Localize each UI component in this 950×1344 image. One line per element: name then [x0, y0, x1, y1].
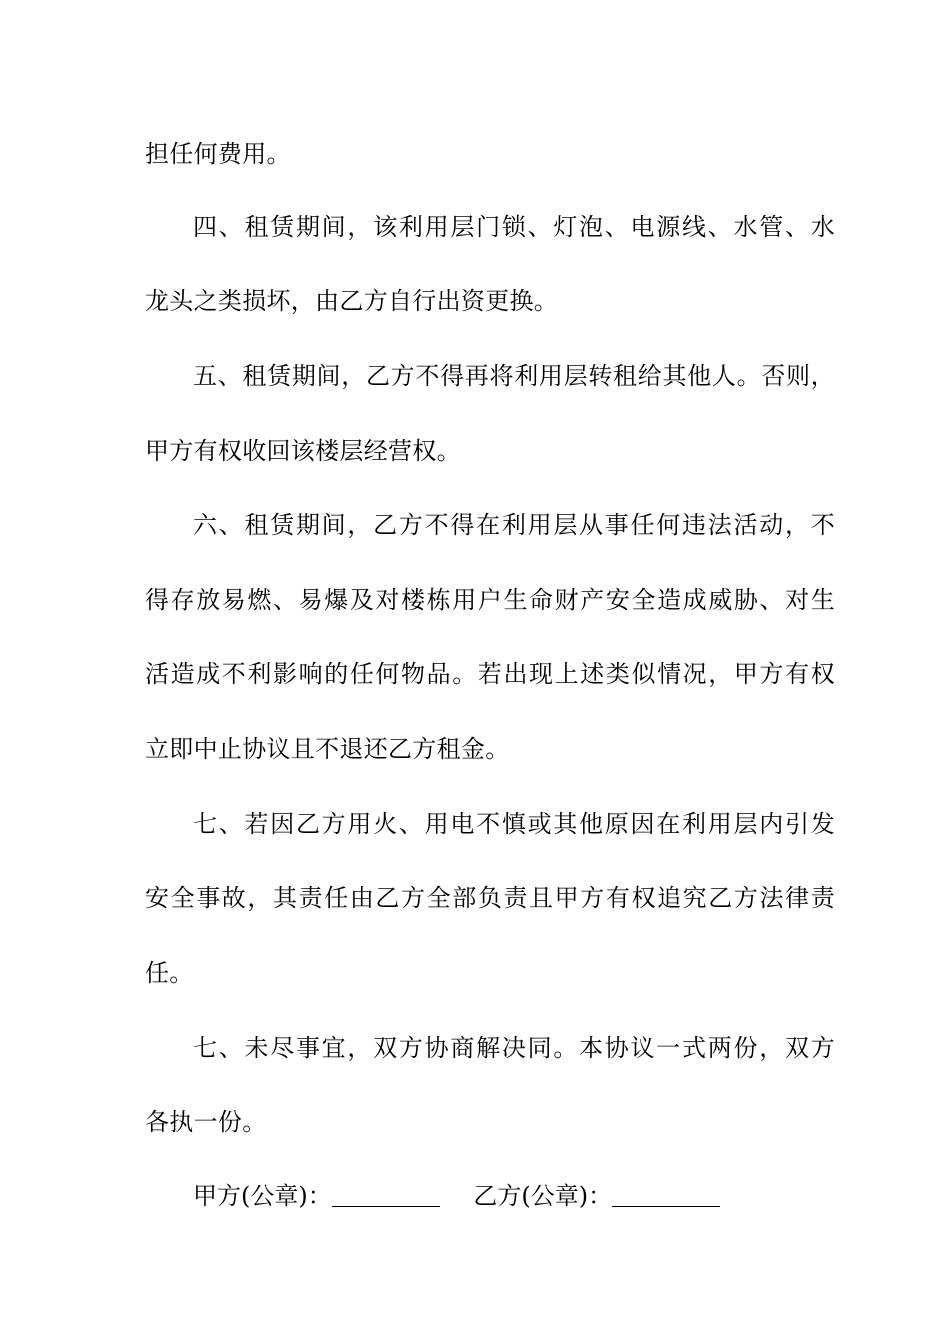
signature-row: [193, 1180, 720, 1212]
party-a-signature-blank: [332, 1180, 440, 1207]
party-a-label: 甲方(公章)：: [193, 1182, 332, 1210]
party-b-signature-blank: [612, 1180, 720, 1207]
clause-seven-a-line-3: 任。: [145, 959, 194, 987]
clause-four-line-2: 龙头之类损坏，由乙方自行出资更换。: [145, 287, 559, 315]
clause-five-line-2: 甲方有权收回该楼层经营权。: [145, 437, 461, 465]
clause-six-line-4: 立即中止协议且不退还乙方租金。: [145, 735, 510, 763]
clause-seven-a-line-1: 七、若因乙方用火、用电不慎或其他原因在利用层内引发: [193, 810, 835, 838]
clause-six-line-2: 得存放易燃、易爆及对楼栋用户生命财产安全造成威胁、对生: [145, 586, 835, 614]
clause-five-line-1: 五、租赁期间，乙方不得再将利用层转租给其他人。否则，: [193, 362, 835, 390]
clause-six-line-3: 活造成不利影响的任何物品。若出现上述类似情况，甲方有权: [145, 660, 835, 688]
paragraph-line: 担任何费用。: [145, 140, 291, 168]
clause-four-line-1: 四、租赁期间，该利用层门锁、灯泡、电源线、水管、水: [193, 213, 835, 241]
clause-six-line-1: 六、租赁期间，乙方不得在利用层从事任何违法活动，不: [193, 511, 835, 539]
clause-seven-b-line-2: 各执一份。: [145, 1108, 267, 1136]
party-b-label: 乙方(公章)：: [473, 1182, 613, 1210]
party-b-signature: [473, 1180, 720, 1212]
clause-seven-b-line-1: 七、未尽事宜，双方协商解决同。本协议一式两份，双方: [193, 1034, 835, 1062]
clause-seven-a-line-2: 安全事故，其责任由乙方全部负责且甲方有权追究乙方法律责: [145, 884, 835, 912]
party-a-signature: [193, 1180, 440, 1212]
